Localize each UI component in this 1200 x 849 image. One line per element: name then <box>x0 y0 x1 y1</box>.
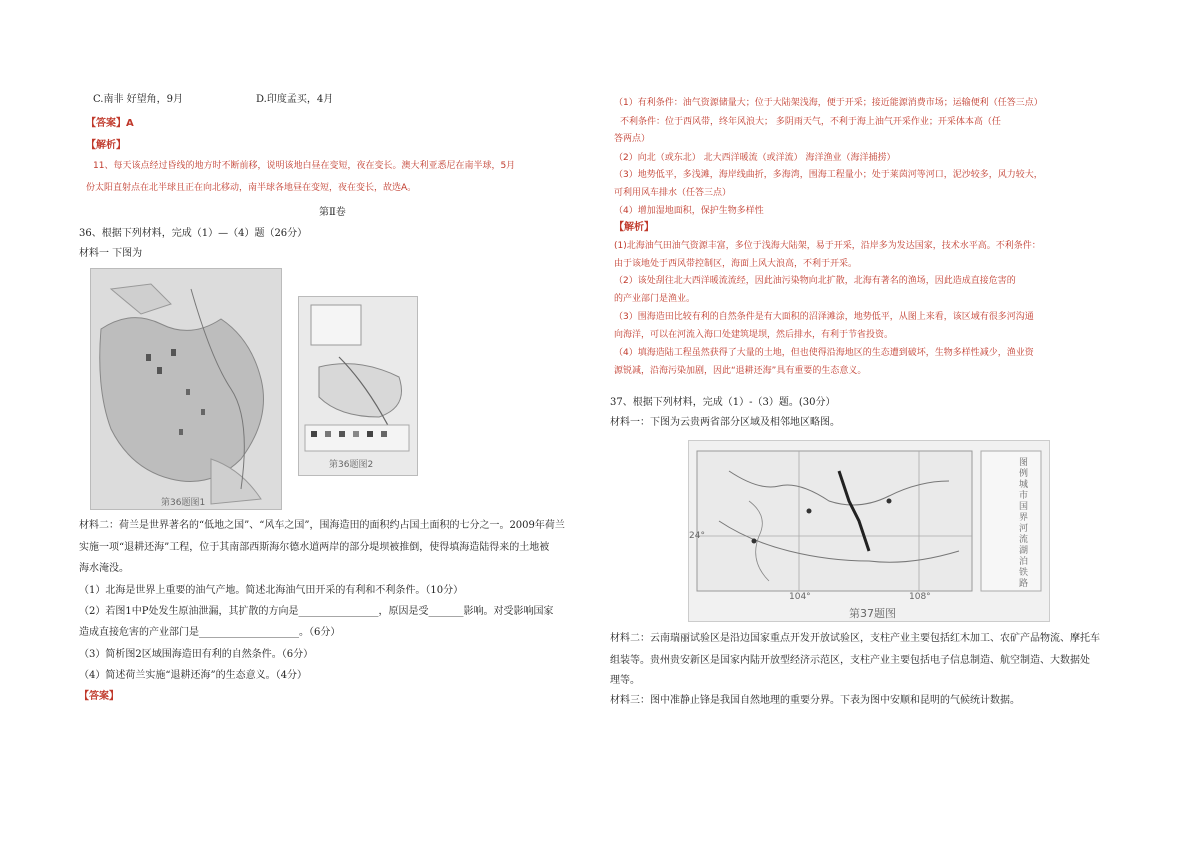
legend-item-3: 城 <box>1019 480 1029 490</box>
q37-material2-line-3: 理等。 <box>610 675 640 686</box>
map3-caption: 第37题图 <box>849 607 896 620</box>
legend-item-8: 流 <box>1019 535 1029 545</box>
question-4: （4）简述荷兰实施“退耕还海”的生态意义。（4分） <box>79 670 307 681</box>
legend-item-10: 泊 <box>1019 557 1029 567</box>
material2-line-3: 海水淹没。 <box>79 563 129 574</box>
answer-label: 【答案】A <box>86 118 134 129</box>
question-2: （2）若图1中P处发生原油泄漏，其扩散的方向是________________，原因是受_______影响。对受影响国家 <box>79 606 554 617</box>
section-title: 第Ⅱ卷 <box>319 207 346 218</box>
r-analysis-line-2: 由于该地处于西风带控制区，海面上风大浪高，不利于开采。 <box>614 259 858 269</box>
r-answer-line-7: （4）增加湿地面积，保护生物多样性 <box>614 206 764 216</box>
r-answer-line-1: （1）有利条件：油气资源储量大；位于大陆架浅海，便于开采；接近能源消费市场；运输便利（任答三点） <box>614 98 1043 108</box>
q37-material3: 材料三：图中准静止锋是我国自然地理的重要分界。下表为图中安顺和昆明的气候统计数据。 <box>610 695 1020 706</box>
question-3: （3）简析图2区域围海造田有利的自然条件。（6分） <box>79 649 314 660</box>
question-2-cont: 造成直接危害的产业部门是____________________。（6分） <box>79 627 341 638</box>
r-analysis-line-1: (1)北海油气田油气资源丰富，多位于浅海大陆架，易于开采，沿岸多为发达国家，技术水平高。不利条件： <box>614 241 1041 251</box>
legend-item-9: 湖 <box>1019 546 1029 556</box>
map-figure-2-drawing <box>299 297 417 475</box>
legend-item-2: 例 <box>1019 469 1029 479</box>
r-analysis-label: 【解析】 <box>614 222 654 233</box>
map3-lat-label: 24° <box>689 531 705 541</box>
map3-lon-label-1: 104° <box>789 592 811 602</box>
answer-label-2: 【答案】 <box>79 691 119 702</box>
r-analysis-line-5: （3）围海造田比较有利的自然条件是有大面积的沼泽滩涂，地势低平，从图上来看，该区域有很多河沟通 <box>614 312 1034 322</box>
r-analysis-line-6: 向海洋，可以在河流入海口处建筑堤坝，然后排水，有利于节省投资。 <box>614 330 894 340</box>
material1-label: 材料一 下图为 <box>79 248 143 259</box>
legend-item-7: 河 <box>1019 524 1029 534</box>
analysis-line-2: 份太阳直射点在北半球且正在向北移动，南半球各地昼在变短，夜在变长，故选A。 <box>86 183 417 193</box>
r-analysis-line-3: （2）该处刮往北大西洋暖流流经，因此油污染物向北扩散，北海有著名的渔场，因此造成直接危害的 <box>614 276 1016 286</box>
map-figure-3 <box>688 440 1050 622</box>
option-c: C.南非 好望角，9月 <box>93 94 184 105</box>
r-answer-line-3: 答两点） <box>614 134 651 144</box>
map3-lon-label-2: 108° <box>909 592 931 602</box>
map-figure-1-drawing <box>91 269 281 509</box>
legend-item-12: 路 <box>1019 579 1029 589</box>
r-answer-line-4: （2）向北（或东北） 北大西洋暖流（或洋流） 海洋渔业（海洋捕捞） <box>614 153 896 163</box>
legend-item-6: 界 <box>1019 513 1029 523</box>
r-analysis-line-7: （4）填海造陆工程虽然获得了大量的土地，但也使得沿海地区的生态遭到破坏，生物多样性减少，渔业资 <box>614 348 1034 358</box>
map-figure-1 <box>90 268 282 510</box>
r-answer-line-5: （3）地势低平，多浅滩，海岸线曲折，多海湾，围海工程量小；处于莱茵河等河口，泥沙较多，风力较大， <box>614 170 1043 180</box>
legend-item-5: 国 <box>1019 502 1029 512</box>
legend-item-1: 图 <box>1019 458 1029 468</box>
q36-title: 36、根据下列材料，完成（1）—（4）题（26分） <box>79 228 308 239</box>
option-d: D.印度孟买，4月 <box>256 94 334 105</box>
q37-material1: 材料一：下图为云贵两省部分区域及相邻地区略图。 <box>610 417 840 428</box>
map1-caption: 第36题图1 <box>161 498 206 508</box>
map2-caption: 第36题图2 <box>329 460 374 470</box>
r-answer-line-6: 可利用风车排水（任答三点） <box>614 188 732 198</box>
r-answer-line-2: 不利条件：位于西风带，终年风浪大； 多阴雨天气，不利于海上油气开采作业；开采体本高（任 <box>620 117 1001 127</box>
r-analysis-line-4: 的产业部门是渔业。 <box>614 294 696 304</box>
legend-item-4: 市 <box>1019 491 1029 501</box>
analysis-line-1: 11、每天该点经过昏线的地方时不断前移，说明该地白昼在变短，夜在变长。澳大利亚悉尼在南半球，5月 <box>93 161 516 171</box>
map-figure-3-drawing <box>689 441 1049 621</box>
answer-value: A <box>126 118 134 129</box>
legend-item-11: 铁 <box>1019 568 1029 578</box>
q37-material2-line-1: 材料二：云南瑞丽试验区是沿边国家重点开发开放试验区，支柱产业主要包括红木加工、农矿产品物流、摩托车 <box>610 633 1100 644</box>
question-1: （1）北海是世界上重要的油气产地。简述北海油气田开采的有利和不利条件。（10分） <box>79 585 464 596</box>
material2-line-1: 材料二：荷兰是世界著名的“低地之国”、“风车之国”，围海造田的面积约占国土面积的七分之一。2009年荷兰 <box>79 520 565 531</box>
r-analysis-line-8: 源锐减，沿海污染加剧，因此“退耕还海”具有重要的生态意义。 <box>614 366 867 376</box>
material2-line-2: 实施一项“退耕还海”工程，位于其南部西斯海尔德水道两岸的部分堤坝被推倒，使得填海造陆得来的土地被 <box>79 542 550 553</box>
analysis-label: 【解析】 <box>86 140 126 151</box>
q37-title: 37、根据下列材料，完成（1）-（3）题。(30分） <box>610 397 836 408</box>
map-figure-2 <box>298 296 418 476</box>
q37-material2-line-2: 组装等。贵州贵安新区是国家内陆开放型经济示范区，支柱产业主要包括电子信息制造、航空制造、大数据处 <box>610 655 1090 666</box>
